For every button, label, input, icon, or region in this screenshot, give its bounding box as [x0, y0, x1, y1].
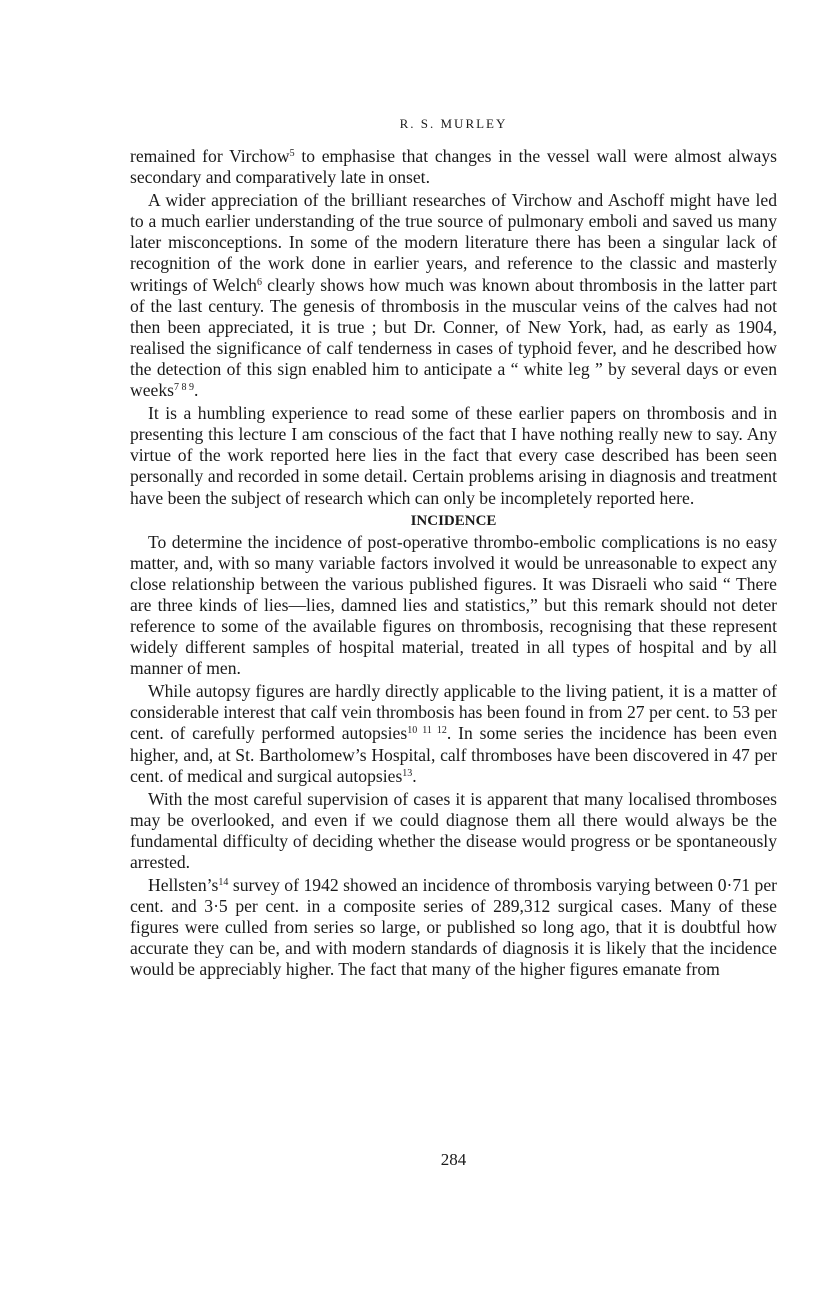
- section-heading: INCIDENCE: [410, 512, 497, 529]
- paragraph-text: remained for Virchow: [130, 146, 290, 166]
- paragraph-text: It is a humbling experience to read some of these earlier papers on thrombosis and in presenting this lecture I am conscious of the fact that I have nothing really new to say. Any virtue of the work reported here lies in the fact that every case described has been seen personally and recorded in some detail. Certain problems arising in diagnosis and treatment have been the subject of research which can only be incompletely reported here.: [130, 403, 777, 508]
- paragraph-text: . In some series the incidence has been even higher, and, at St. Bartholomew’s Hospital, calf thromboses have been discovered in 47 per cent. of medical and surgical autopsies: [130, 723, 777, 786]
- citation-ref: 13: [402, 767, 413, 779]
- citation-ref: 7 8 9: [173, 382, 194, 394]
- paragraph-1: [130, 146, 777, 188]
- paragraph-5: [130, 681, 777, 786]
- paragraph-text: .: [193, 380, 199, 401]
- paragraph-text: Hellsten’s: [148, 875, 219, 896]
- paragraph-text: A wider appreciation of the brilliant researches of Virchow and Aschoff might have led to a much earlier understanding of the true source of pulmonary emboli and saved us many later misconceptions. In some of the modern literature there has been a singular lack of recognition of the work done in earlier years, and reference to the classic and masterly writings of Welch: [130, 190, 777, 295]
- paragraph-text: While autopsy figures are hardly directly applicable to the living patient, it is a matter of considerable interest that calf vein thrombosis has been found in from 27 per cent. to 53 per cent. of carefully performed autopsies: [130, 681, 777, 744]
- paragraph-text: survey of 1942 showed an incidence of thrombosis varying between 0·71 per cent. and 3·5 per cent. in a composite series of 289,312 surgical cases. Many of these figures were culled from series so large, or published so long ago, that it is doubtful how accurate they can be, and with modern standards of diagnosis it is likely that the incidence would be appreciably higher. The fact that many of the higher figures emanate from: [130, 875, 777, 980]
- citation-ref: 6: [256, 276, 262, 288]
- citation-ref: 5: [289, 148, 295, 159]
- paragraph-text: To determine the incidence of post-operative thrombo-embolic complications is no easy matter, and, with so many variable factors involved it would be unreasonable to expect any close relationship between the various published figures. It was Disraeli who said “ There are three kinds of lies—lies, damned lies and statistics,” but this remark should not deter reference to some of the available figures on thrombosis, recognising that these represent widely different samples of hospital material, treated in all types of hospital and by all manner of men.: [130, 531, 777, 679]
- paragraph-3: [130, 403, 777, 508]
- paragraph-4: [130, 532, 777, 680]
- page-number: 284: [440, 1150, 467, 1169]
- paragraph-6: [130, 789, 777, 873]
- paragraph-text: With the most careful supervision of cases it is apparent that many localised thromboses may be overlooked, and even if we could diagnose them all there would always be the fundamental difficulty of deciding whether the disease would progress or be spontaneously arrested.: [130, 788, 777, 872]
- paragraph-7: [130, 875, 777, 980]
- paragraph-text: to emphasise that changes in the vessel wall were almost always secondary and comparatively late in onset.: [130, 146, 777, 188]
- paragraph-text: .: [412, 765, 417, 786]
- running-head: R. S. MURLEY: [399, 116, 508, 131]
- body-text: [130, 146, 777, 983]
- citation-ref: 10 11 12: [407, 725, 447, 737]
- paragraph-text: clearly shows how much was known about thrombosis in the latter part of the last century. The genesis of thrombosis in the muscular veins of the calves had not then been appreciated, it is true ; but Dr. Conner, of New York, had, as early as 1904, realised the significance of calf tenderness in cases of typhoid fever, and he described how the detection of this sign enabled him to anticipate a “ white leg ” by several days or even weeks: [130, 274, 777, 401]
- paragraph-2: [130, 190, 777, 401]
- citation-ref: 14: [218, 877, 229, 889]
